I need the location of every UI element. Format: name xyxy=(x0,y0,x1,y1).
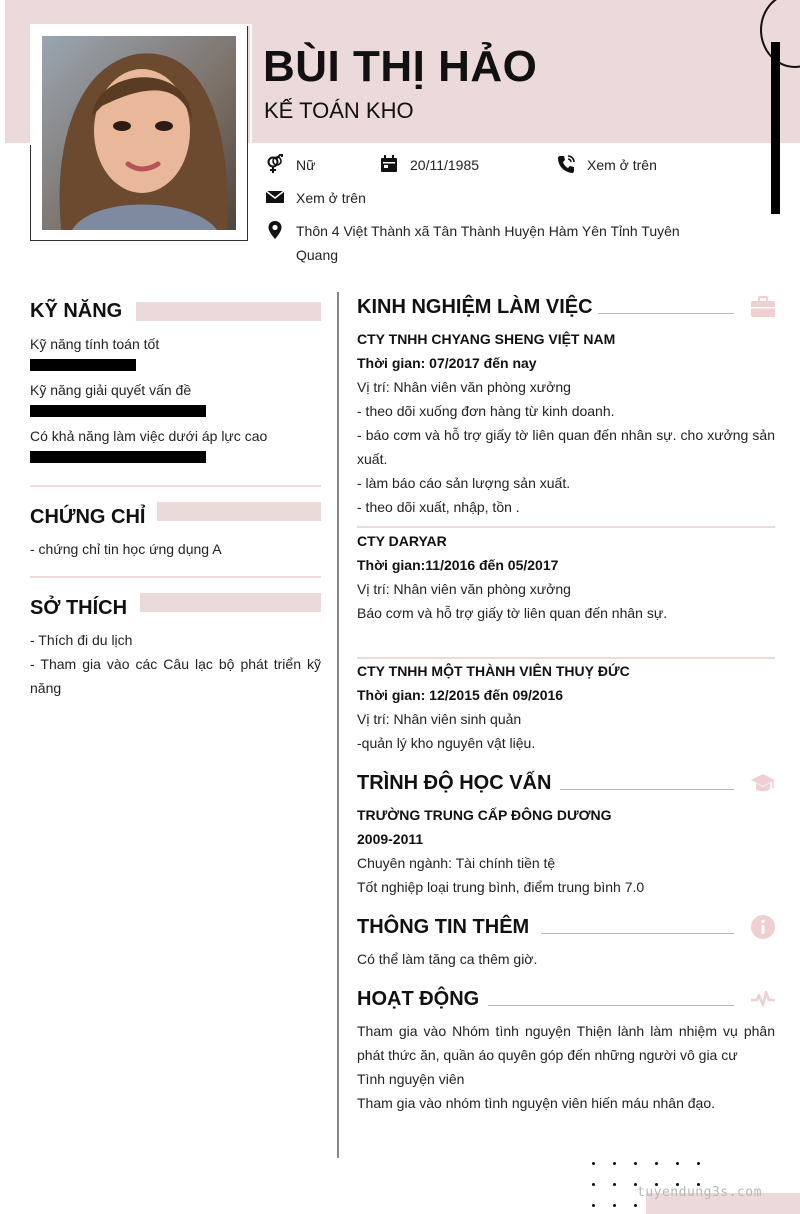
education-result: Tốt nghiệp loại trung bình, điểm trung bình 7.0 xyxy=(357,879,645,895)
hobbies-heading: SỞ THÍCH xyxy=(30,597,128,619)
job-position: Vị trí: Nhân viên sinh quản xyxy=(357,711,522,727)
skill-level-bar xyxy=(30,405,206,417)
skill-label: Có khả năng làm việc dưới áp lực cao xyxy=(30,428,268,444)
location-pin-icon xyxy=(264,219,286,241)
address-line-2: Quang xyxy=(296,247,339,263)
additional-heading: THÔNG TIN THÊM xyxy=(357,916,530,938)
gender-info xyxy=(264,153,315,177)
job-position: Vị trí: Nhân viên văn phòng xưởng xyxy=(357,581,571,597)
job-divider xyxy=(357,526,775,528)
job-company: CTY DARYAR xyxy=(357,533,447,549)
job-detail: -quản lý kho nguyên vật liệu. xyxy=(357,735,536,751)
skill-level-bar xyxy=(30,451,206,463)
phone-icon xyxy=(555,153,577,175)
education-heading: TRÌNH ĐỘ HỌC VẤN xyxy=(357,772,552,794)
decorative-bar xyxy=(771,42,780,214)
hobbies-heading-bar xyxy=(140,593,321,612)
job-detail: Báo cơm và hỗ trợ giấy tờ liên quan đến nhân sự. xyxy=(357,605,668,621)
calendar-icon xyxy=(378,153,400,175)
activity-item: Tham gia vào nhóm tình nguyện viên hiến máu nhân đạo. xyxy=(357,1095,716,1111)
job-detail: - theo dõi xuống đơn hàng từ kinh doanh. xyxy=(357,403,615,419)
hobby-item: - Tham gia vào các Câu lạc bộ phát triển kỹ năng xyxy=(30,656,321,696)
job-period: Thời gian:11/2016 đến 05/2017 xyxy=(357,557,559,573)
envelope-icon xyxy=(264,186,286,208)
education-school: TRƯỜNG TRUNG CẤP ĐÔNG DƯƠNG xyxy=(357,807,612,823)
email-info xyxy=(264,186,366,210)
job-detail: - làm báo cáo sản lượng sản xuất. xyxy=(357,475,571,491)
job-company: CTY TNHH MỘT THÀNH VIÊN THUỴ ĐỨC xyxy=(357,663,630,679)
heading-rule xyxy=(541,933,734,934)
certificates-heading: CHỨNG CHỈ xyxy=(30,506,146,528)
activity-item: Tham gia vào Nhóm tình nguyện Thiện lành làm nhiệm vụ phân phát thức ăn, quần áo quyên góp đến những người vô gia cư xyxy=(357,1023,775,1063)
skills-heading: KỸ NĂNG xyxy=(30,300,123,322)
gender-icon xyxy=(264,153,286,175)
candidate-role: KẾ TOÁN KHO xyxy=(264,98,414,123)
section-divider xyxy=(30,485,321,487)
job-period: Thời gian: 12/2015 đến 09/2016 xyxy=(357,687,564,703)
experience-heading: KINH NGHIỆM LÀM VIỆC xyxy=(357,296,593,318)
heartbeat-icon xyxy=(750,986,776,1012)
gender-value: Nữ xyxy=(296,157,316,173)
column-divider xyxy=(337,292,339,1158)
address-line-1: Thôn 4 Việt Thành xã Tân Thành Huyện Hàm Yên Tỉnh Tuyên xyxy=(296,223,680,239)
hobby-item: - Thích đi du lịch xyxy=(30,632,133,648)
job-company: CTY TNHH CHYANG SHENG VIỆT NAM xyxy=(357,331,616,347)
job-position: Vị trí: Nhân viên văn phòng xưởng xyxy=(357,379,571,395)
skills-heading-bar xyxy=(136,302,321,321)
watermark: tuyendung3s.com xyxy=(637,1185,762,1200)
skill-label: Kỹ năng giải quyết vấn đề xyxy=(30,382,192,398)
profile-photo xyxy=(42,36,236,230)
activities-heading: HOẠT ĐỘNG xyxy=(357,988,480,1010)
profile-photo-frame xyxy=(30,24,248,241)
dob-value: 20/11/1985 xyxy=(410,157,480,173)
education-major: Chuyên ngành: Tài chính tiền tệ xyxy=(357,855,556,871)
certificate-item: - chứng chỉ tin học ứng dụng A xyxy=(30,541,222,557)
job-period: Thời gian: 07/2017 đến nay xyxy=(357,355,537,371)
info-icon xyxy=(750,914,776,940)
dob-info xyxy=(378,153,479,177)
phone-info xyxy=(555,153,657,177)
phone-value: Xem ở trên xyxy=(587,157,657,173)
address-info xyxy=(264,219,684,267)
job-detail: - báo cơm và hỗ trợ giấy tờ liên quan đến nhân sự. cho xưởng sản xuất. xyxy=(357,427,775,467)
certificates-heading-bar xyxy=(157,502,321,521)
briefcase-icon xyxy=(750,294,776,320)
heading-rule xyxy=(560,789,734,790)
skill-level-bar xyxy=(30,359,136,371)
graduation-cap-icon xyxy=(750,770,776,796)
heading-rule xyxy=(488,1005,734,1006)
heading-rule xyxy=(598,313,734,314)
skill-label: Kỹ năng tính toán tốt xyxy=(30,336,160,352)
activity-item: Tình nguyện viên xyxy=(357,1071,465,1087)
section-divider xyxy=(30,576,321,578)
candidate-name: BÙI THỊ HẢO xyxy=(263,42,538,91)
additional-text: Có thể làm tăng ca thêm giờ. xyxy=(357,951,538,967)
job-detail: - theo dõi xuất, nhập, tồn . xyxy=(357,499,520,515)
education-years: 2009-2011 xyxy=(357,831,424,847)
email-value: Xem ở trên xyxy=(296,190,366,206)
